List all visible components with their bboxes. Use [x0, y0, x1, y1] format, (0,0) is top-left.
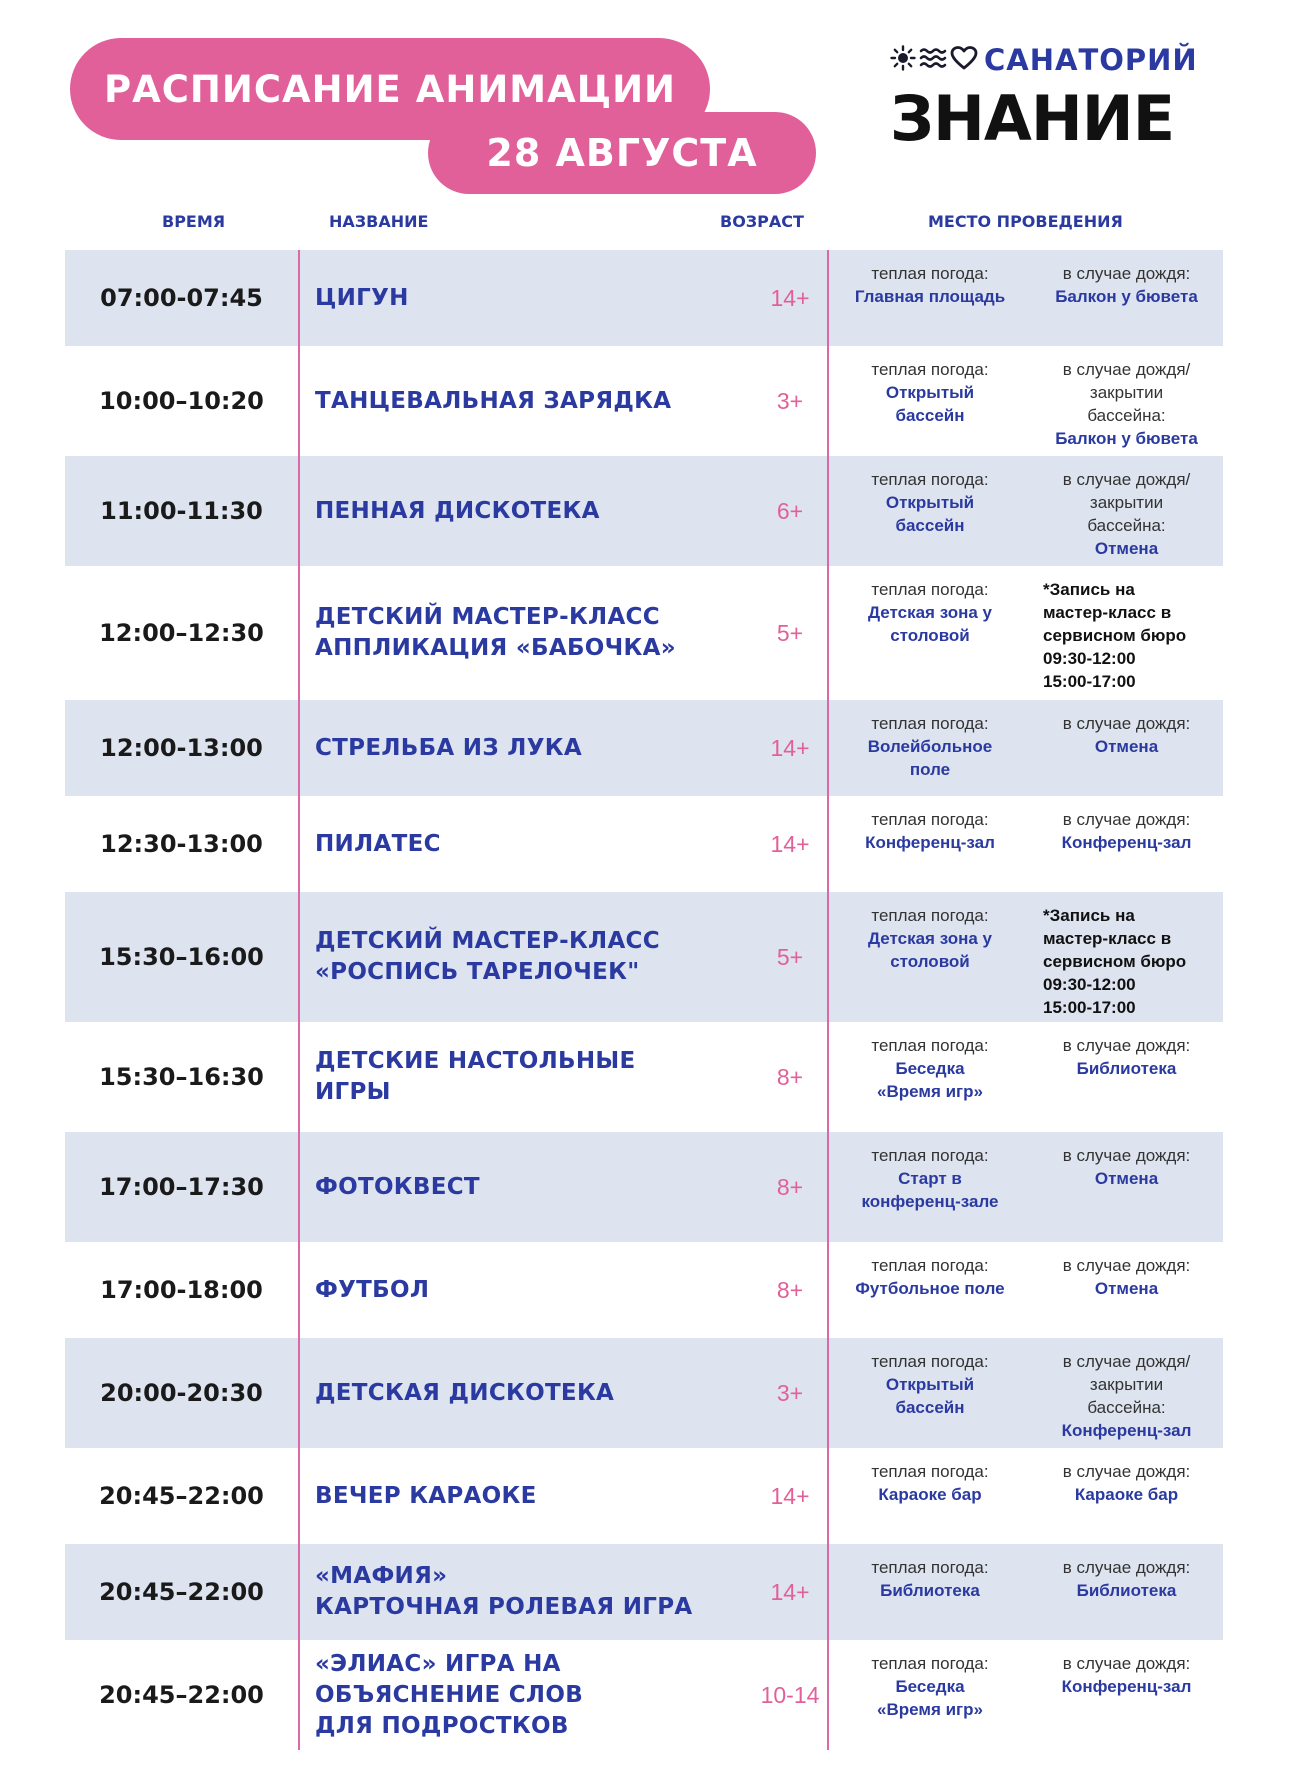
table-row: [65, 346, 1223, 456]
warm-weather-label: теплая погода:: [871, 1654, 989, 1673]
warm-weather-label: теплая погода:: [871, 1036, 989, 1055]
warm-weather-label: теплая погода:: [871, 1462, 989, 1481]
warm-weather-label: теплая погода:: [871, 906, 989, 925]
event-name: ЦИГУН: [315, 284, 409, 311]
warm-weather-label: теплая погода:: [871, 1558, 989, 1577]
event-time: 20:45–22:00: [99, 1681, 264, 1709]
warm-weather-location: Футбольное поле: [855, 1279, 1005, 1298]
event-time: 17:00-18:00: [100, 1276, 263, 1304]
page-date: 28 АВГУСТА: [486, 131, 758, 175]
event-name: «МАФИЯ» КАРТОЧНАЯ РОЛЕВАЯ ИГРА: [315, 1563, 693, 1620]
rain-weather-location: Конференц-зал: [1061, 1677, 1192, 1696]
table-row: [65, 796, 1223, 892]
header-name: НАЗВАНИЕ: [329, 212, 429, 231]
event-age: 14+: [770, 1482, 810, 1509]
event-time: 12:00-13:00: [100, 734, 263, 762]
rain-weather-location: Караоке бар: [1074, 1485, 1179, 1504]
rain-weather-label: в случае дождя:: [1062, 1146, 1191, 1165]
rain-weather-location: Отмена: [1094, 539, 1159, 558]
event-age: 6+: [776, 497, 804, 524]
warm-weather-label: теплая погода:: [871, 360, 989, 379]
event-age: 8+: [776, 1276, 804, 1303]
rain-weather-location: Отмена: [1094, 737, 1159, 756]
event-age: 14+: [770, 830, 810, 857]
warm-weather-location: Детская зона у столовой: [867, 929, 993, 971]
warm-weather-location: Беседка «Время игр»: [877, 1059, 983, 1101]
warm-weather-place: [835, 712, 1025, 781]
logo-name: ЗНАНИЕ: [890, 82, 1175, 155]
schedule-table: [65, 250, 1223, 1750]
sun-icon: [890, 45, 916, 76]
header-age: ВОЗРАСТ: [720, 212, 804, 231]
warm-weather-label: теплая погода:: [871, 470, 989, 489]
table-row: [65, 250, 1223, 346]
event-time: 11:00-11:30: [100, 497, 263, 525]
event-name: ПИЛАТЕС: [315, 830, 441, 857]
column-divider: [298, 250, 300, 1750]
warm-weather-place: [835, 1144, 1025, 1213]
rain-weather-label: в случае дождя/ закрытии бассейна:: [1062, 360, 1191, 425]
header-time: ВРЕМЯ: [162, 212, 226, 231]
table-row: [65, 1448, 1223, 1544]
event-time: 12:00–12:30: [99, 619, 264, 647]
rain-weather-place: [1030, 1556, 1223, 1602]
event-age: 8+: [776, 1063, 804, 1090]
warm-weather-location: Конференц-зал: [865, 833, 995, 852]
waves-icon: [919, 45, 947, 76]
logo-subtitle: САНАТОРИЙ: [984, 43, 1198, 77]
warm-weather-place: [835, 358, 1025, 427]
rain-weather-label: в случае дождя:: [1062, 810, 1191, 829]
event-time: 17:00–17:30: [99, 1173, 264, 1201]
warm-weather-place: [835, 1556, 1025, 1602]
rain-weather-location: Отмена: [1094, 1169, 1159, 1188]
event-time: 15:30–16:00: [99, 943, 264, 971]
rain-weather-place: [1030, 1144, 1223, 1190]
rain-weather-location: Балкон у бювета: [1055, 287, 1198, 306]
warm-weather-place: [835, 904, 1025, 973]
event-name: «ЭЛИАС» ИГРА НА ОБЪЯСНЕНИЕ СЛОВ ДЛЯ ПОДРОСТКОВ: [315, 1650, 584, 1739]
warm-weather-label: теплая погода:: [871, 810, 989, 829]
warm-weather-location: Открытый бассейн: [885, 383, 975, 425]
warm-weather-place: [835, 262, 1025, 308]
warm-weather-location: Открытый бассейн: [885, 1375, 975, 1417]
table-row: [65, 456, 1223, 566]
event-age: 3+: [776, 1379, 804, 1406]
rain-weather-label: в случае дождя:: [1062, 1036, 1191, 1055]
rain-weather-location: Отмена: [1094, 1279, 1159, 1298]
rain-weather-label: в случае дождя:: [1062, 1462, 1191, 1481]
warm-weather-place: [835, 468, 1025, 537]
event-name: ДЕТСКИЙ МАСТЕР-КЛАСС «РОСПИСЬ ТАРЕЛОЧЕК": [315, 928, 660, 985]
warm-weather-place: [835, 1254, 1025, 1300]
sanatorium-logo: [890, 40, 1220, 160]
event-name: ДЕТСКИЙ МАСТЕР-КЛАСС АППЛИКАЦИЯ «БАБОЧКА»: [315, 604, 676, 661]
rain-weather-place: [1030, 712, 1223, 758]
event-time: 07:00-07:45: [100, 284, 263, 312]
rain-weather-label: в случае дождя:: [1062, 1256, 1191, 1275]
event-time: 12:30-13:00: [100, 830, 263, 858]
event-time: 15:30–16:30: [99, 1063, 264, 1091]
rain-weather-label: в случае дождя:: [1062, 264, 1191, 283]
event-age: 14+: [770, 734, 810, 761]
registration-note: *Запись на мастер-класс в сервисном бюро 09:30-12:00 15:00-17:00: [1043, 906, 1187, 1017]
rain-weather-label: в случае дождя:: [1062, 714, 1191, 733]
event-age: 5+: [776, 943, 804, 970]
rain-weather-label: в случае дождя:: [1062, 1654, 1191, 1673]
table-row: [65, 1022, 1223, 1132]
table-row: [65, 566, 1223, 700]
warm-weather-location: Библиотека: [880, 1581, 980, 1600]
column-divider: [827, 250, 829, 1750]
registration-note: *Запись на мастер-класс в сервисном бюро 09:30-12:00 15:00-17:00: [1043, 580, 1187, 691]
table-row: [65, 1640, 1223, 1750]
table-row: [65, 1132, 1223, 1242]
rain-weather-location: Библиотека: [1076, 1581, 1177, 1600]
rain-weather-label: в случае дождя/ закрытии бассейна:: [1062, 470, 1191, 535]
event-time: 20:00-20:30: [100, 1379, 263, 1407]
table-row: [65, 1544, 1223, 1640]
page-title: РАСПИСАНИЕ АНИМАЦИИ: [104, 67, 676, 111]
header-place: МЕСТО ПРОВЕДЕНИЯ: [928, 212, 1123, 231]
event-time: 20:45–22:00: [99, 1482, 264, 1510]
rain-weather-place: [1030, 1034, 1223, 1080]
heart-icon: [950, 45, 978, 76]
event-name: ВЕЧЕР КАРАОКЕ: [315, 1482, 537, 1509]
rain-weather-location: Конференц-зал: [1061, 833, 1192, 852]
warm-weather-location: Старт в конференц-зале: [861, 1169, 999, 1211]
rain-weather-place: [1030, 808, 1223, 854]
warm-weather-label: теплая погода:: [871, 1352, 989, 1371]
event-time: 10:00–10:20: [99, 387, 264, 415]
warm-weather-place: [835, 1652, 1025, 1721]
rain-weather-location: Балкон у бювета: [1055, 429, 1198, 448]
rain-weather-location: Конференц-зал: [1061, 1421, 1192, 1440]
rain-weather-place: [1030, 1350, 1223, 1442]
warm-weather-location: Главная площадь: [854, 287, 1006, 306]
rain-weather-place: [1030, 1652, 1223, 1698]
event-name: СТРЕЛЬБА ИЗ ЛУКА: [315, 734, 582, 761]
rain-weather-location: Библиотека: [1076, 1059, 1177, 1078]
warm-weather-place: [835, 1350, 1025, 1419]
event-name: ТАНЦЕВАЛЬНАЯ ЗАРЯДКА: [315, 387, 672, 414]
rain-weather-place: [1030, 358, 1223, 450]
warm-weather-location: Волейбольное поле: [867, 737, 993, 779]
event-age: 10-14: [760, 1681, 820, 1708]
rain-note: [1043, 578, 1223, 693]
table-row: [65, 700, 1223, 796]
warm-weather-place: [835, 1034, 1025, 1103]
warm-weather-label: теплая погода:: [871, 714, 989, 733]
event-name: ДЕТСКИЕ НАСТОЛЬНЫЕ ИГРЫ: [315, 1048, 636, 1105]
warm-weather-location: Беседка «Время игр»: [877, 1677, 983, 1719]
warm-weather-place: [835, 808, 1025, 854]
rain-weather-place: [1030, 262, 1223, 308]
warm-weather-label: теплая погода:: [871, 580, 989, 599]
rain-weather-label: в случае дождя:: [1062, 1558, 1191, 1577]
event-name: ДЕТСКАЯ ДИСКОТЕКА: [315, 1379, 615, 1406]
event-age: 14+: [770, 1578, 810, 1605]
warm-weather-location: Детская зона у столовой: [867, 603, 993, 645]
warm-weather-label: теплая погода:: [871, 264, 989, 283]
warm-weather-location: Караоке бар: [878, 1485, 982, 1504]
event-name: ФОТОКВЕСТ: [315, 1173, 480, 1200]
event-age: 14+: [770, 284, 810, 311]
rain-weather-place: [1030, 1460, 1223, 1506]
table-row: [65, 1242, 1223, 1338]
date-pill: [428, 112, 816, 194]
rain-weather-place: [1030, 1254, 1223, 1300]
event-age: 3+: [776, 387, 804, 414]
table-row: [65, 892, 1223, 1022]
event-name: ФУТБОЛ: [315, 1276, 430, 1303]
warm-weather-label: теплая погода:: [871, 1146, 989, 1165]
event-age: 8+: [776, 1173, 804, 1200]
warm-weather-place: [835, 578, 1025, 647]
event-name: ПЕННАЯ ДИСКОТЕКА: [315, 497, 600, 524]
rain-weather-place: [1030, 468, 1223, 560]
event-age: 5+: [776, 619, 804, 646]
warm-weather-label: теплая погода:: [871, 1256, 989, 1275]
rain-note: [1043, 904, 1223, 1019]
warm-weather-place: [835, 1460, 1025, 1506]
warm-weather-location: Открытый бассейн: [885, 493, 975, 535]
rain-weather-label: в случае дождя/ закрытии бассейна:: [1062, 1352, 1191, 1417]
table-row: [65, 1338, 1223, 1448]
event-time: 20:45–22:00: [99, 1578, 264, 1606]
